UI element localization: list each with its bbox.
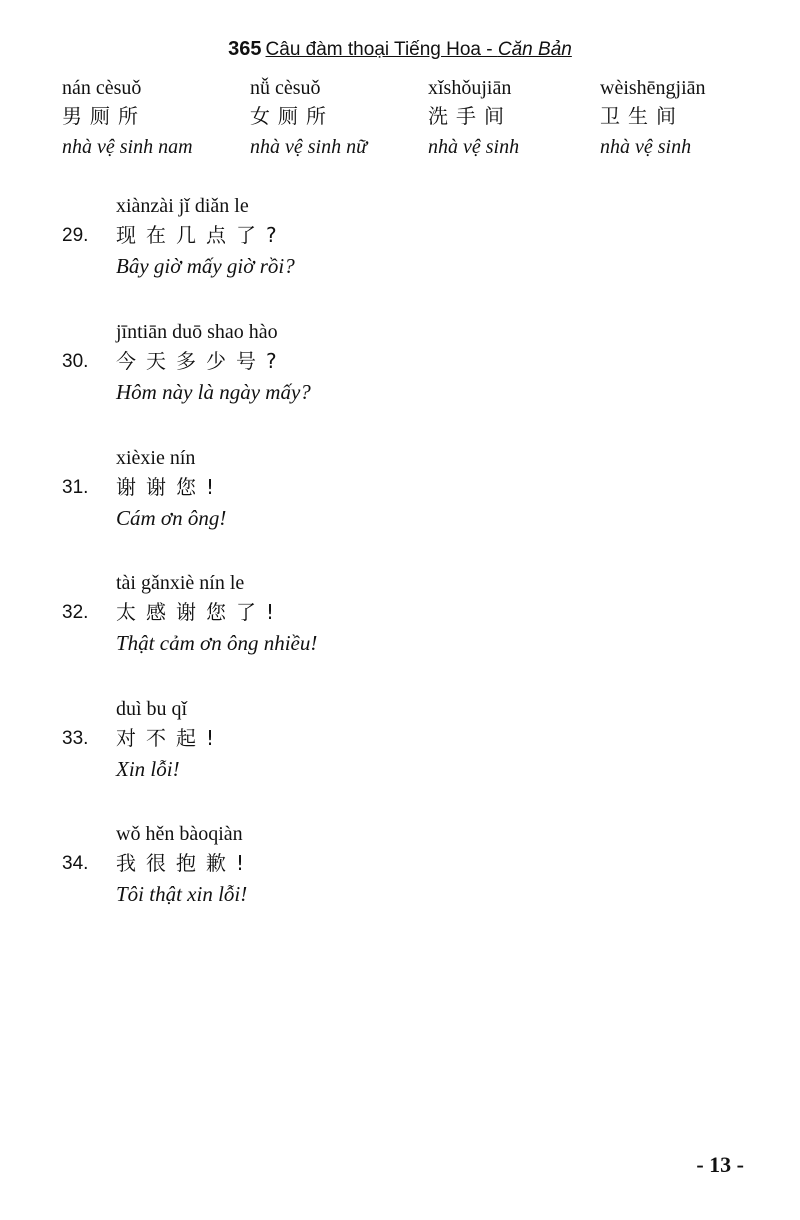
vocab-pinyin: nǚ cèsuǒ — [250, 77, 321, 99]
header-separator: - — [481, 39, 498, 60]
phrase-entry — [0, 698, 800, 798]
vocab-hanzi: 女厕所 — [250, 104, 334, 128]
phrase-hanzi: 谢谢您! — [116, 475, 225, 499]
header-title: Câu đàm thoại Tiếng Hoa — [265, 39, 481, 60]
vocab-hanzi: 洗手间 — [428, 104, 512, 128]
page-header — [0, 38, 800, 61]
vocab-item — [600, 78, 706, 158]
vocab-item — [62, 78, 193, 158]
phrase-entry — [0, 823, 800, 923]
phrase-number: 29. — [62, 225, 89, 246]
vocab-pinyin: nán cèsuǒ — [62, 77, 142, 99]
phrase-pinyin: xiànzài jǐ diǎn le — [116, 195, 249, 217]
phrase-pinyin: jīntiān duō shao hào — [116, 321, 278, 343]
phrase-hanzi: 我很抱歉! — [116, 851, 255, 875]
phrase-hanzi: 现在几点了? — [116, 223, 287, 247]
header-number: 365 — [228, 38, 262, 60]
vocab-meaning: nhà vệ sinh — [428, 136, 520, 158]
vocab-pinyin: wèishēngjiān — [600, 77, 706, 99]
vocab-meaning: nhà vệ sinh — [600, 136, 692, 158]
phrase-entry — [0, 572, 800, 672]
phrase-number: 33. — [62, 728, 89, 749]
phrase-meaning: Thật cảm ơn ông nhiều! — [116, 631, 318, 655]
vocab-item — [250, 78, 367, 158]
phrase-pinyin: xièxie nín — [116, 447, 196, 469]
phrase-hanzi: 太感谢您了! — [116, 600, 285, 624]
vocab-item — [428, 78, 519, 158]
phrase-hanzi: 对不起! — [116, 726, 225, 750]
vocab-meaning: nhà vệ sinh nam — [62, 136, 193, 158]
phrase-number: 32. — [62, 602, 89, 623]
phrase-pinyin: wǒ hěn bàoqiàn — [116, 823, 243, 845]
phrase-entry — [0, 447, 800, 547]
phrase-meaning: Cám ơn ông! — [116, 506, 227, 530]
vocab-pinyin: xǐshǒujiān — [428, 77, 512, 99]
phrase-meaning: Tôi thật xin lỗi! — [116, 882, 248, 906]
phrase-number: 34. — [62, 853, 89, 874]
phrase-hanzi: 今天多少号? — [116, 349, 287, 373]
phrase-entry — [0, 321, 800, 421]
phrase-number: 31. — [62, 477, 89, 498]
vocab-meaning: nhà vệ sinh nữ — [250, 136, 368, 158]
phrase-entry — [0, 195, 800, 295]
phrase-pinyin: duì bu qǐ — [116, 698, 188, 720]
vocab-hanzi: 卫生间 — [600, 104, 684, 128]
phrase-pinyin: tài gǎnxiè nín le — [116, 572, 245, 594]
phrase-number: 30. — [62, 351, 89, 372]
page-number: - 13 - — [696, 1152, 744, 1177]
phrase-meaning: Bây giờ mấy giờ rồi? — [116, 254, 295, 278]
header-subtitle: Căn Bản — [497, 39, 572, 60]
phrase-meaning: Xin lỗi! — [116, 757, 180, 781]
phrase-meaning: Hôm này là ngày mấy? — [116, 380, 311, 404]
vocab-hanzi: 男厕所 — [62, 104, 146, 128]
vocab-row — [0, 78, 800, 168]
